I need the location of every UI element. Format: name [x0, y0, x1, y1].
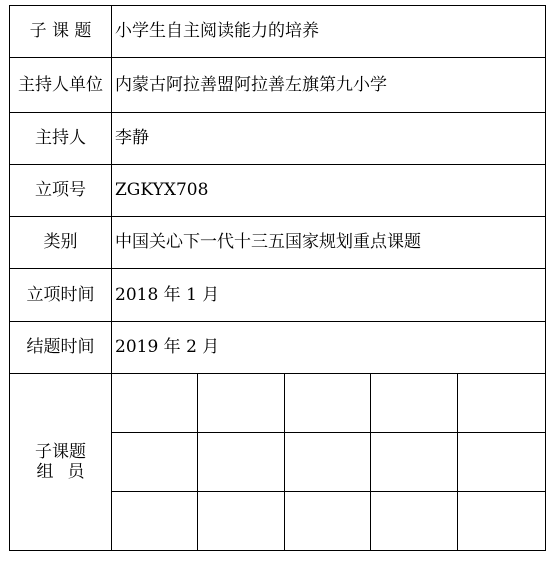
row-subtopic: [10, 6, 546, 58]
member-cell: [371, 433, 458, 492]
member-cell: [458, 492, 546, 551]
label-host-unit: 主持人单位: [10, 58, 112, 113]
value-subtopic: 小学生自主阅读能力的培养: [112, 6, 546, 58]
member-cell: [371, 374, 458, 433]
value-end-date: 2019 年 2 月: [112, 322, 546, 374]
label-end-date: 结题时间: [10, 322, 112, 374]
members-label-line1: 子课题: [35, 441, 86, 462]
value-project-number: ZGKYX708: [112, 165, 546, 217]
member-cell: [198, 374, 285, 433]
member-cell: [112, 374, 198, 433]
value-host: 李静: [112, 113, 546, 165]
member-cell: [198, 433, 285, 492]
row-category: [10, 217, 546, 269]
label-subtopic: 子 课 题: [10, 6, 112, 58]
value-category: 中国关心下一代十三五国家规划重点课题: [112, 217, 546, 269]
row-project-number: [10, 165, 546, 217]
member-cell: [371, 492, 458, 551]
member-cell: [285, 433, 371, 492]
row-host: [10, 113, 546, 165]
value-host-unit: 内蒙古阿拉善盟阿拉善左旗第九小学: [112, 58, 546, 113]
member-cell: [112, 433, 198, 492]
members-label: [10, 374, 112, 551]
row-end-date: [10, 322, 546, 374]
members-row: [10, 374, 546, 433]
label-category: 类别: [10, 217, 112, 269]
member-cell: [458, 433, 546, 492]
row-host-unit: [10, 58, 546, 113]
member-cell: [285, 492, 371, 551]
label-host: 主持人: [10, 113, 112, 165]
value-start-date: 2018 年 1 月: [112, 269, 546, 322]
label-start-date: 立项时间: [10, 269, 112, 322]
project-info-table: [9, 5, 546, 551]
members-label-line2: 组员: [36, 462, 99, 482]
member-cell: [285, 374, 371, 433]
member-cell: [112, 492, 198, 551]
row-start-date: [10, 269, 546, 322]
member-cell: [458, 374, 546, 433]
label-project-number: 立项号: [10, 165, 112, 217]
member-cell: [198, 492, 285, 551]
